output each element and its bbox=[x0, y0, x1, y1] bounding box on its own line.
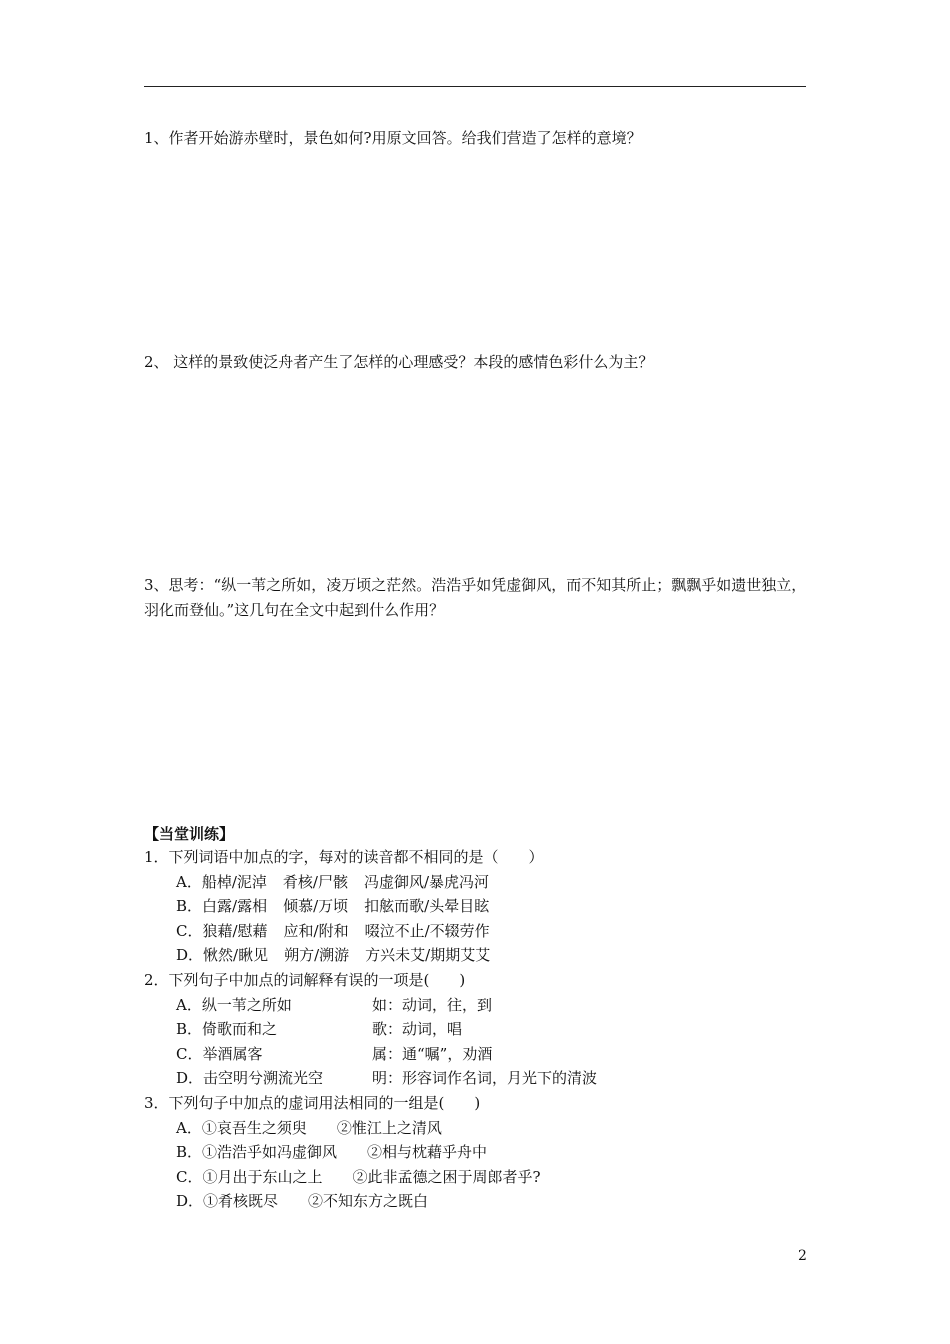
question-1: 1、作者开始游赤壁时，景色如何?用原文回答。给我们营造了怎样的意境？ bbox=[144, 129, 642, 147]
page-number: 2 bbox=[798, 1248, 807, 1264]
option-word: 冯虚御风/暴虎冯河 bbox=[363, 872, 490, 891]
exercise-1-option-d bbox=[144, 943, 810, 968]
section-title: 【当堂训练】 bbox=[144, 825, 235, 843]
option-definition: 属：通“嘱”，劝酒 bbox=[372, 1044, 493, 1063]
option-definition: 歌：动词，唱 bbox=[372, 1020, 463, 1039]
exercise-1 bbox=[144, 845, 810, 1214]
option-label: C． bbox=[176, 1044, 203, 1063]
option-word: 方兴未艾/期期艾艾 bbox=[365, 946, 491, 965]
option-word: 啜泣不止/不辍劳作 bbox=[364, 921, 490, 940]
option-definition: 明：形容词作名词，月光下的清波 bbox=[372, 1069, 598, 1088]
option-word: 狼藉/慰藉 bbox=[202, 921, 268, 940]
option-phrase: 击空明兮溯流光空 bbox=[203, 1069, 324, 1088]
option-label: B． bbox=[176, 1020, 203, 1039]
exercise-2-option-d bbox=[144, 1066, 810, 1091]
option-phrase: 举酒属客 bbox=[202, 1044, 263, 1063]
option-text: ①哀吾生之须臾 ②惟江上之清风 bbox=[201, 1118, 442, 1137]
header-rule bbox=[144, 86, 806, 87]
question-3: 3、思考：“纵一苇之所如，凌万顷之茫然。浩浩乎如凭虚御风，而不知其所止；飘飘乎如遗世独立，羽化而登仙。”这几句在全文中起到什么作用？ bbox=[144, 576, 807, 619]
option-label: A． bbox=[176, 872, 202, 891]
exercise-3-option-b bbox=[144, 1140, 810, 1165]
option-word: 愀然/瞅见 bbox=[203, 946, 269, 965]
option-text: ①月出于东山之上 ②此非孟德之困于周郎者乎? bbox=[202, 1167, 541, 1186]
exercise-1-option-c bbox=[144, 919, 810, 944]
exercise-3-stem: 3．下列句子中加点的虚词用法相同的一组是( ) bbox=[144, 1093, 481, 1112]
option-phrase: 倚歌而和之 bbox=[202, 1020, 278, 1039]
option-word: 肴核/尸骸 bbox=[282, 872, 348, 891]
option-label: B． bbox=[176, 897, 203, 916]
exercise-2-option-b bbox=[144, 1017, 810, 1042]
option-definition: 如：动词，往，到 bbox=[372, 995, 493, 1014]
option-label: C． bbox=[176, 1167, 203, 1186]
exercise-1-option-b bbox=[144, 894, 810, 919]
exercise-2-option-a bbox=[144, 993, 810, 1018]
question-2: 2、 这样的景致使泛舟者产生了怎样的心理感受？本段的感情色彩什么为主？ bbox=[144, 353, 654, 371]
exercise-2-stem: 2．下列句子中加点的词解释有误的一项是( ) bbox=[144, 970, 466, 989]
option-label: D． bbox=[176, 1192, 204, 1211]
option-text: ①肴核既尽 ②不知东方之既白 bbox=[203, 1192, 429, 1211]
exercise-2-option-c bbox=[144, 1042, 810, 1067]
option-label: A． bbox=[176, 995, 202, 1014]
option-label: D． bbox=[176, 1069, 204, 1088]
exercise-3-option-d bbox=[144, 1189, 810, 1214]
option-word: 应和/附和 bbox=[283, 921, 349, 940]
option-label: C． bbox=[176, 921, 203, 940]
option-word: 扣舷而歌/头晕目眩 bbox=[364, 897, 490, 916]
exercise-1-stem: 1．下列词语中加点的字，每对的读音都不相同的是（ ） bbox=[144, 848, 544, 866]
option-word: 白露/露相 bbox=[202, 897, 268, 916]
option-label: D． bbox=[176, 946, 204, 965]
option-text: ①浩浩乎如冯虚御风 ②相与枕藉乎舟中 bbox=[202, 1143, 488, 1162]
option-label: A． bbox=[176, 1118, 202, 1137]
option-phrase: 纵一苇之所如 bbox=[201, 995, 292, 1014]
option-word: 船棹/泥淖 bbox=[201, 872, 267, 891]
option-word: 倾慕/万顷 bbox=[283, 897, 349, 916]
exercise-3-option-a bbox=[144, 1116, 810, 1141]
exercise-3-option-c bbox=[144, 1165, 810, 1190]
exercise-1-option-a bbox=[144, 870, 810, 895]
option-word: 朔方/溯游 bbox=[284, 946, 350, 965]
option-label: B． bbox=[176, 1143, 203, 1162]
